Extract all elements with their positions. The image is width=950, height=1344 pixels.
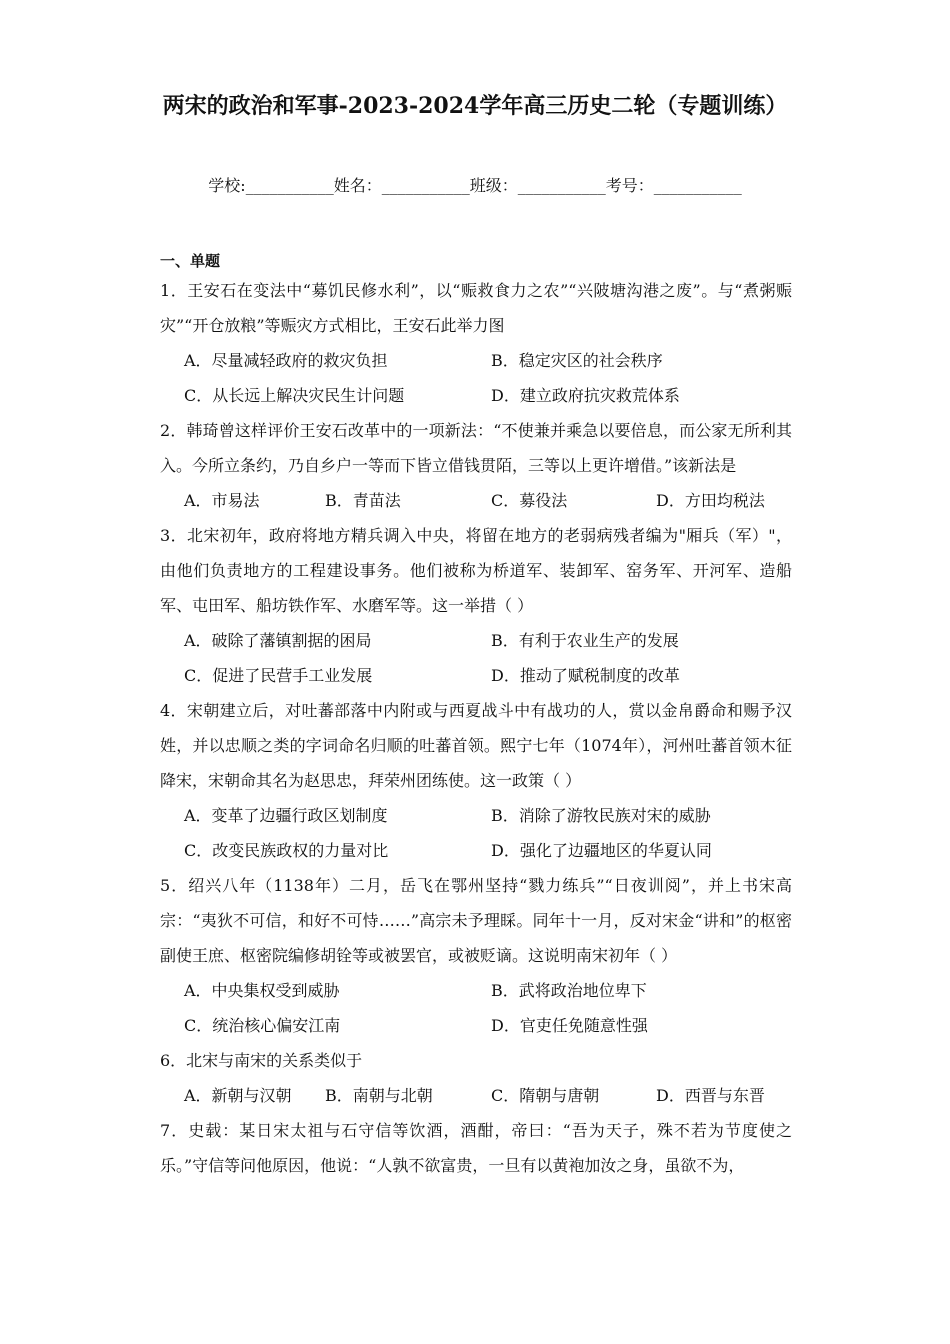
question-7	[160, 1113, 792, 1183]
options-row	[160, 623, 792, 658]
option-a: A．变革了边疆行政区划制度	[184, 806, 388, 825]
option-a: A．尽量减轻政府的救灾负担	[184, 351, 388, 370]
option-b: B．有利于农业生产的发展	[491, 631, 679, 650]
question-6	[160, 1043, 792, 1113]
option-b: B．武将政治地位卑下	[491, 981, 647, 1000]
question-text: 6．北宋与南宋的关系类似于	[160, 1051, 363, 1070]
option-c: C．隋朝与唐朝	[491, 1086, 600, 1105]
option-a: A．市易法	[184, 491, 260, 510]
question-text: 4．宋朝建立后，对吐蕃部落中内附或与西夏战斗中有战功的人，赏以金帛爵命和赐予汉姓，并以忠顺之类的字词命名归顺的吐蕃首领。熙宁七年（1074年），河州吐蕃首领木征降宋，宋朝命其名为赵思忠，拜荣州团练使。这一政策（ ）	[160, 701, 792, 790]
option-c: C．改变民族政权的力量对比	[184, 841, 389, 860]
option-a: A．新朝与汉朝	[184, 1086, 292, 1105]
question-4	[160, 693, 792, 868]
section-heading: 一、单题	[160, 252, 221, 270]
question-list	[160, 273, 792, 1183]
option-a: A．中央集权受到威胁	[184, 981, 340, 1000]
question-2	[160, 413, 792, 518]
student-info-line: 学校:___________姓名：___________班级：___________考号：___________	[208, 176, 742, 195]
option-d: D．官吏任免随意性强	[491, 1016, 648, 1035]
option-d: D．推动了赋税制度的改革	[491, 666, 680, 685]
option-c: C．促进了民营手工业发展	[184, 666, 373, 685]
options-row	[160, 1078, 792, 1113]
options-row	[160, 798, 792, 833]
options-row	[160, 658, 792, 693]
question-text: 2．韩琦曾这样评价王安石改革中的一项新法：“不使兼并乘急以要倍息，而公家无所利其入。今所立条约，乃自乡户一等而下皆立借钱贯陌，三等以上更许增借。”该新法是	[160, 421, 792, 475]
option-b: B．稳定灾区的社会秩序	[491, 351, 663, 370]
question-text: 7．史载：某日宋太祖与石守信等饮酒，酒酣，帝曰：“吾为天子，殊不若为节度使之乐。”守信等问他原因，他说：“人孰不欲富贵，一旦有以黄袍加汝之身，虽欲不为，	[160, 1121, 792, 1175]
page-title: 两宋的政治和军事-2023-2024学年高三历史二轮（专题训练）	[162, 93, 788, 119]
option-c: C．统治核心偏安江南	[184, 1016, 341, 1035]
option-c: C．募役法	[491, 491, 568, 510]
options-row	[160, 483, 792, 518]
options-row	[160, 973, 792, 1008]
question-5	[160, 868, 792, 1043]
options-row	[160, 1008, 792, 1043]
option-d: D．建立政府抗灾救荒体系	[491, 386, 680, 405]
option-d: D．西晋与东晋	[656, 1086, 765, 1105]
question-3	[160, 518, 792, 693]
question-text: 5．绍兴八年（1138年）二月，岳飞在鄂州坚持“戮力练兵”“日夜训阅”，并上书宋高宗：“夷狄不可信，和好不可恃……”高宗未予理睬。同年十一月，反对宋金“讲和”的枢密副使王庶、枢密院编修胡铨等或被罢官，或被贬谪。这说明南宋初年（ ）	[160, 876, 792, 965]
question-text: 1．王安石在变法中“募饥民修水利”，以“赈救食力之农”“兴陂塘沟港之废”。与“煮粥赈灾”“开仓放粮”等赈灾方式相比，王安石此举力图	[160, 281, 792, 335]
option-b: B．青苗法	[325, 491, 401, 510]
options-row	[160, 833, 792, 868]
question-text: 3．北宋初年，政府将地方精兵调入中央，将留在地方的老弱病残者编为"厢兵（军）"，由他们负责地方的工程建设事务。他们被称为桥道军、装卸军、窑务军、开河军、造船军、屯田军、船坊铁作军、水磨军等。这一举措（ ）	[160, 526, 792, 615]
options-row	[160, 378, 792, 413]
option-b: B．消除了游牧民族对宋的威胁	[491, 806, 711, 825]
options-row	[160, 343, 792, 378]
option-c: C．从长远上解决灾民生计问题	[184, 386, 405, 405]
question-1	[160, 273, 792, 413]
option-b: B．南朝与北朝	[325, 1086, 433, 1105]
option-a: A．破除了藩镇割据的困局	[184, 631, 372, 650]
option-d: D．方田均税法	[656, 491, 765, 510]
option-d: D．强化了边疆地区的华夏认同	[491, 841, 712, 860]
